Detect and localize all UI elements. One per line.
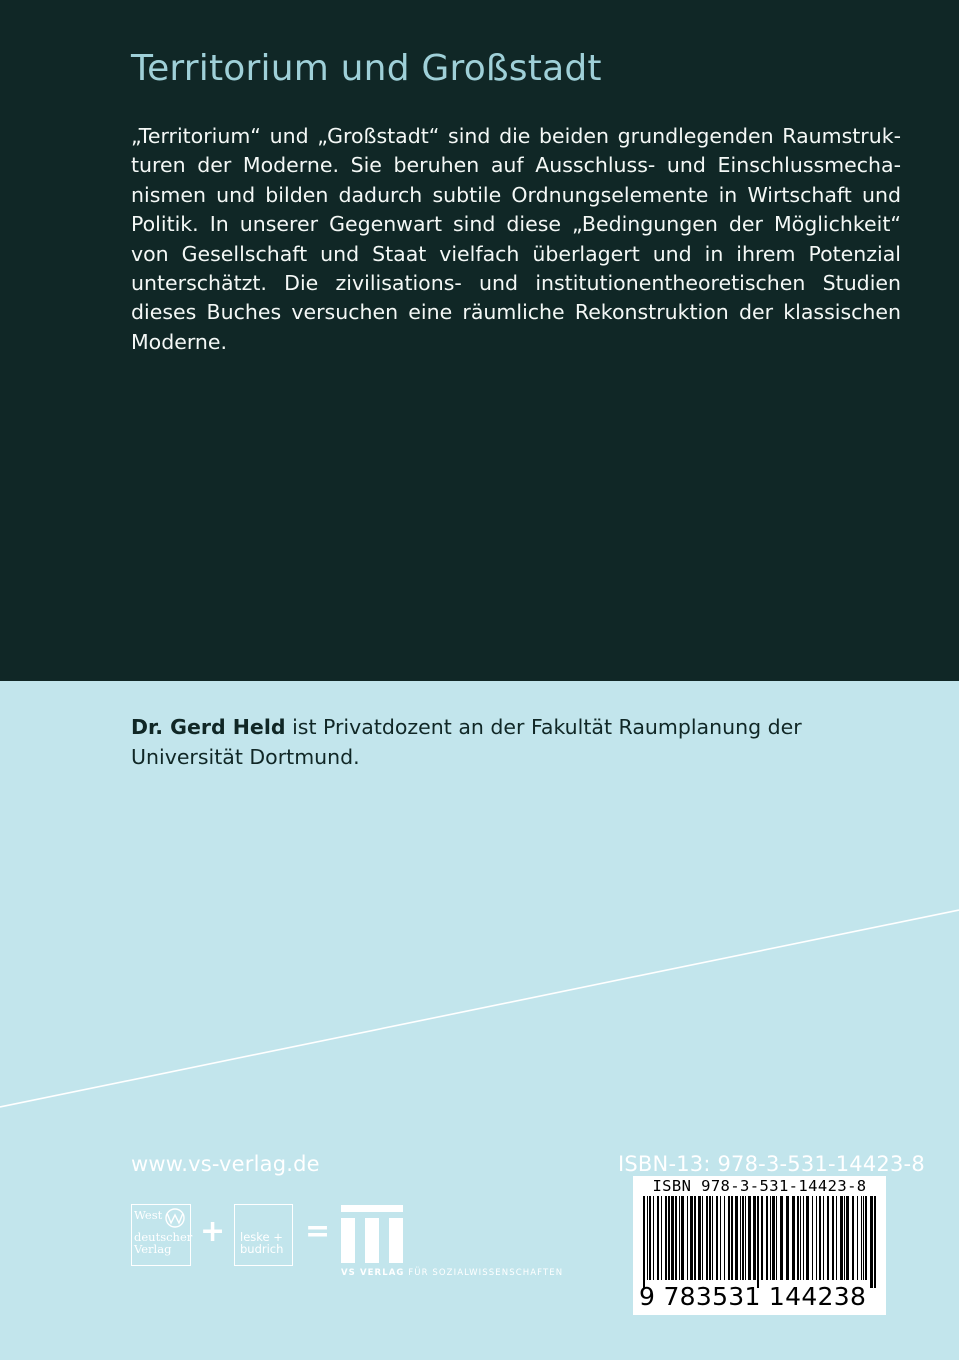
barcode-bar: [753, 1196, 756, 1280]
barcode-bar: [690, 1196, 693, 1280]
barcode-bar: [740, 1196, 741, 1280]
blurb-line: unterschätzt. Die zivilisations- und institutionentheoretischen Studien: [131, 271, 901, 296]
barcode-bar: [766, 1196, 768, 1280]
barcode-bar: [712, 1196, 713, 1280]
barcode-bar: [816, 1196, 817, 1280]
author-bio: [131, 712, 891, 772]
barcode-bar: [770, 1196, 771, 1280]
barcode-bars: [633, 1196, 886, 1291]
blurb-line: nismen und bilden dadurch subtile Ordnungselemente in Wirtschaft und: [131, 182, 901, 207]
barcode-bar: [780, 1196, 783, 1280]
barcode-bar: [852, 1196, 854, 1280]
wv-emblem-icon: [162, 1207, 190, 1229]
barcode-bar: [728, 1196, 730, 1280]
logo-west-line: deutscher: [134, 1230, 193, 1244]
barcode-bar: [668, 1196, 670, 1280]
barcode-bar: [698, 1196, 701, 1280]
blurb-line: Politik. In unserer Gegenwart sind diese „Bedingungen der Möglichkeit“: [131, 212, 901, 237]
barcode-bar: [846, 1196, 849, 1280]
isbn-label: ISBN-13: 978-3-531-14423-8: [618, 1152, 925, 1176]
barcode-bar: [806, 1196, 809, 1280]
vs-caption-bold: VS VERLAG: [341, 1268, 405, 1278]
barcode-number: 9 783531 144238: [639, 1282, 867, 1311]
barcode-bar: [865, 1196, 867, 1280]
barcode-bar: [800, 1196, 801, 1280]
westdeutscher-verlag-logo: [131, 1204, 191, 1266]
barcode-bar: [671, 1196, 674, 1280]
author-name: Dr. Gerd Held: [131, 715, 286, 739]
barcode-bar: [748, 1196, 751, 1280]
barcode-bar: [857, 1196, 858, 1280]
logo-west-line: Verlag: [134, 1242, 172, 1256]
barcode-bar: [665, 1196, 667, 1280]
barcode-bar: [840, 1196, 843, 1280]
barcode-bar: [797, 1196, 799, 1280]
barcode-bar: [681, 1196, 684, 1280]
barcode-bar: [844, 1196, 845, 1280]
barcode-bar: [643, 1196, 645, 1288]
vs-verlag-caption: [341, 1268, 563, 1278]
author-bio-line: [131, 712, 891, 742]
barcode-bar: [827, 1196, 829, 1280]
logo-leske-line: leske +: [240, 1230, 283, 1244]
barcode-bar: [832, 1196, 834, 1280]
barcode-bar: [742, 1196, 744, 1280]
barcode-bar: [675, 1196, 677, 1280]
author-bio-text: ist Privatdozent an der Fakultät Raumplanung der: [285, 715, 802, 739]
barcode-bar: [647, 1196, 648, 1280]
barcode-bar: [653, 1196, 654, 1280]
barcode-bar: [836, 1196, 837, 1280]
barcode-bar: [687, 1196, 688, 1280]
blurb-line: von Gesellschaft und Staat vielfach überlagert und in ihrem Potenzial: [131, 241, 901, 266]
barcode-bar: [819, 1196, 821, 1280]
blurb-line: dieses Buches versuchen eine räumliche Rekonstruktion der klassischen: [131, 300, 901, 325]
barcode-bar: [874, 1196, 876, 1288]
barcode-bar: [702, 1196, 703, 1280]
barcode-bar: [706, 1196, 708, 1280]
barcode-isbn-text: ISBN 978-3-531-14423-8: [652, 1177, 867, 1195]
barcode-bar: [786, 1196, 789, 1280]
publisher-url: www.vs-verlag.de: [131, 1152, 320, 1176]
barcode-bar: [745, 1196, 746, 1280]
plus-sign: +: [200, 1214, 226, 1249]
barcode-bar: [731, 1196, 733, 1280]
vs-caption-rest: FÜR SOZIALWISSENSCHAFTEN: [404, 1268, 564, 1278]
book-blurb: [131, 122, 901, 357]
blurb-line: turen der Moderne. Sie beruhen auf Ausschluss- und Einschlussmecha-: [131, 153, 901, 178]
barcode-bar: [823, 1196, 824, 1280]
barcode-bar: [772, 1196, 775, 1280]
barcode-bar: [861, 1196, 862, 1280]
barcode-bar: [870, 1196, 873, 1288]
barcode-bar: [679, 1196, 680, 1280]
barcode-bar: [720, 1196, 721, 1280]
barcode-bar: [716, 1196, 718, 1280]
barcode-bar: [709, 1196, 711, 1280]
barcode-bar: [803, 1196, 804, 1280]
barcode-bar: [724, 1196, 725, 1280]
barcode-bar: [757, 1196, 759, 1288]
barcode: [633, 1176, 886, 1315]
barcode-bar: [792, 1196, 795, 1280]
barcode-bar: [863, 1196, 864, 1280]
barcode-bar: [694, 1196, 696, 1280]
equals-sign: =: [305, 1214, 331, 1249]
blurb-line: „Territorium“ und „Großstadt“ sind die beiden grundlegenden Raumstruk-: [131, 124, 901, 148]
barcode-bar: [812, 1196, 813, 1280]
book-title: Territorium und Großstadt: [131, 48, 602, 89]
blurb-line: Moderne.: [131, 329, 228, 354]
barcode-bar: [761, 1196, 763, 1280]
logo-west-line: West: [134, 1208, 163, 1222]
barcode-bar: [649, 1196, 651, 1280]
author-bio-line: Universität Dortmund.: [131, 745, 360, 769]
vs-verlag-logo-icon: [341, 1205, 403, 1263]
logo-leske-line: budrich: [240, 1242, 284, 1256]
barcode-bar: [661, 1196, 662, 1280]
barcode-bar: [735, 1196, 738, 1280]
leske-budrich-logo: [234, 1204, 293, 1266]
barcode-bar: [776, 1196, 777, 1280]
barcode-bar: [657, 1196, 659, 1280]
